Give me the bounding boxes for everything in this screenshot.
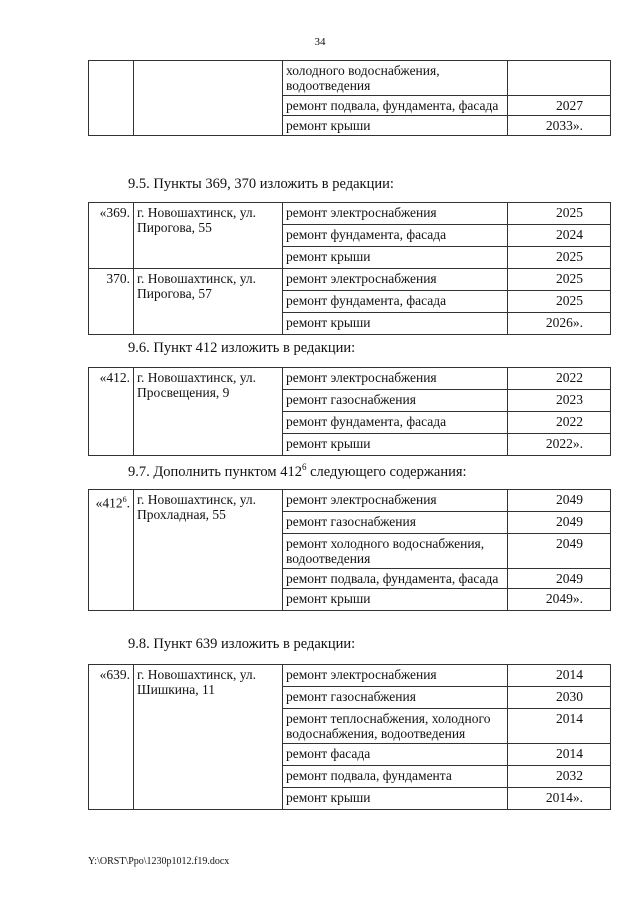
work-cell: ремонт подвала, фундамента, фасада — [283, 96, 508, 116]
num-cell — [89, 61, 134, 136]
work-cell: ремонт крыши — [283, 434, 508, 456]
work-cell: ремонт газоснабжения — [283, 512, 508, 534]
year-cell: 2022 — [508, 368, 611, 390]
work-cell: ремонт газоснабжения — [283, 390, 508, 412]
file-path-footer: Y:\ORST\Ppo\1230p1012.f19.docx — [88, 856, 230, 867]
section-heading-9-6: 9.6. Пункт 412 изложить в редакции: — [128, 340, 356, 356]
year-cell: 2024 — [508, 225, 611, 247]
year-cell: 2049». — [508, 589, 611, 611]
year-cell: 2027 — [508, 96, 611, 116]
work-cell: ремонт фундамента, фасада — [283, 412, 508, 434]
year-cell: 2025 — [508, 247, 611, 269]
address-cell: г. Новошахтинск, ул. Прохладная, 55 — [134, 490, 283, 611]
section-heading-9-5: 9.5. Пункты 369, 370 изложить в редакции: — [128, 176, 394, 192]
year-cell: 2049 — [508, 490, 611, 512]
address-cell: г. Новошахтинск, ул. Шишкина, 11 — [134, 665, 283, 810]
year-cell: 2033». — [508, 116, 611, 136]
work-cell: ремонт электроснабжения — [283, 490, 508, 512]
work-cell: ремонт фундамента, фасада — [283, 291, 508, 313]
item-number — [89, 490, 134, 611]
work-cell: ремонт теплоснабжения, холодного водоснабжения, водоотведения — [283, 709, 508, 744]
address-cell — [134, 61, 283, 136]
year-cell — [508, 61, 611, 96]
heading-text: следующего содержания: — [306, 463, 467, 480]
work-cell: ремонт крыши — [283, 247, 508, 269]
table-continuation — [88, 60, 611, 136]
year-cell: 2014 — [508, 744, 611, 766]
item-number: «369. — [89, 203, 134, 269]
item-number-text: «412 — [95, 495, 123, 511]
page-number: 34 — [314, 36, 326, 48]
work-cell: ремонт электроснабжения — [283, 665, 508, 687]
item-number-dot: . — [126, 495, 130, 511]
year-cell: 2049 — [508, 512, 611, 534]
table-items-369-370 — [88, 202, 611, 335]
work-cell: ремонт электроснабжения — [283, 203, 508, 225]
table-row — [89, 368, 611, 390]
section-heading-9-8: 9.8. Пункт 639 изложить в редакции: — [128, 636, 356, 652]
table-item-639 — [88, 664, 611, 810]
year-cell: 2014 — [508, 709, 611, 744]
work-cell: ремонт электроснабжения — [283, 269, 508, 291]
work-cell: ремонт электроснабжения — [283, 368, 508, 390]
work-cell: ремонт газоснабжения — [283, 687, 508, 709]
table-item-412 — [88, 367, 611, 456]
year-cell: 2014 — [508, 665, 611, 687]
year-cell: 2049 — [508, 534, 611, 569]
heading-text: 9.7. Дополнить пунктом 412 — [128, 463, 302, 480]
work-cell: ремонт холодного водоснабжения, водоотведения — [283, 534, 508, 569]
table-row — [89, 269, 611, 291]
item-number: «412. — [89, 368, 134, 456]
year-cell: 2032 — [508, 766, 611, 788]
work-cell: ремонт фасада — [283, 744, 508, 766]
table-row — [89, 61, 611, 96]
work-cell: ремонт подвала, фундамента — [283, 766, 508, 788]
work-cell: холодного водоснабжения, водоотведения — [283, 61, 508, 96]
item-number: «639. — [89, 665, 134, 810]
table-row — [89, 203, 611, 225]
table-row — [89, 490, 611, 512]
year-cell: 2026». — [508, 313, 611, 335]
work-cell: ремонт фундамента, фасада — [283, 225, 508, 247]
work-cell: ремонт подвала, фундамента, фасада — [283, 569, 508, 589]
table-item-412-6 — [88, 489, 611, 611]
year-cell: 2025 — [508, 269, 611, 291]
section-heading-9-7 — [128, 462, 467, 481]
year-cell: 2030 — [508, 687, 611, 709]
year-cell: 2025 — [508, 203, 611, 225]
year-cell: 2014». — [508, 788, 611, 810]
item-number-superscript: 6 — [122, 495, 127, 504]
address-cell: г. Новошахтинск, ул. Пирогова, 55 — [134, 203, 283, 269]
work-cell: ремонт крыши — [283, 116, 508, 136]
year-cell: 2022». — [508, 434, 611, 456]
address-cell: г. Новошахтинск, ул. Пирогова, 57 — [134, 269, 283, 335]
item-number: 370. — [89, 269, 134, 335]
work-cell: ремонт крыши — [283, 313, 508, 335]
year-cell: 2025 — [508, 291, 611, 313]
year-cell: 2022 — [508, 412, 611, 434]
address-cell: г. Новошахтинск, ул. Просвещения, 9 — [134, 368, 283, 456]
work-cell: ремонт крыши — [283, 589, 508, 611]
table-row — [89, 665, 611, 687]
year-cell: 2049 — [508, 569, 611, 589]
work-cell: ремонт крыши — [283, 788, 508, 810]
heading-superscript: 6 — [301, 462, 307, 472]
year-cell: 2023 — [508, 390, 611, 412]
